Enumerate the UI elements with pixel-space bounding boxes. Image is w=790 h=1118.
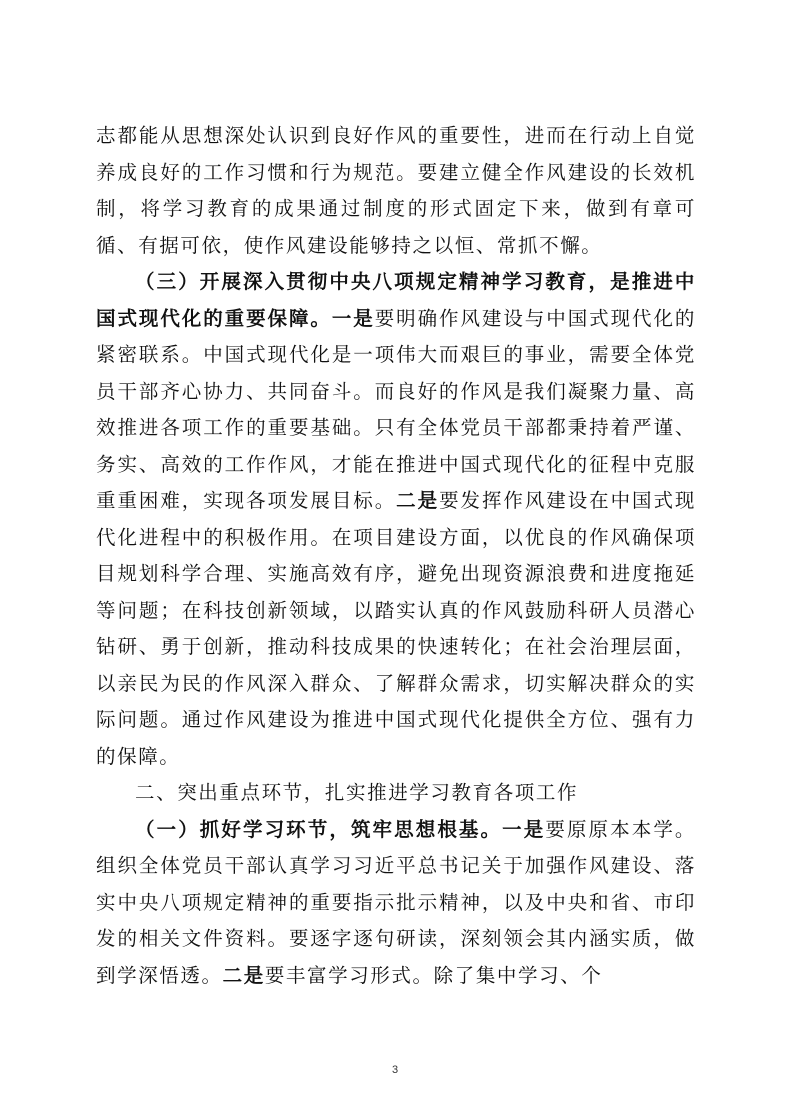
chapter-heading-two: [96, 775, 696, 812]
paragraph-text: 要丰富学习形式。除了集中学习、个: [264, 963, 603, 987]
paragraph-section-three: [96, 264, 696, 775]
paragraph-text: 要发挥作风建设在中国式现代化进程中的积极作用。在项目建设方面，以优良的作风确保项目规划科学合理、实施高效有序，避免出现资源浪费和进度拖延等问题；在科技创新领域，以踏实认真的作风鼓励科研人员潜心钻研、勇于创新，推动科技成果的快速转化；在社会治理层面，以亲民为民的作风深入群众、了解群众需求，切实解决群众的实际问题。通过作风建设为推进中国式现代化提供全方位、强有力的保障。: [96, 489, 697, 768]
paragraph-text: 志都能从思想深处认识到良好作风的重要性，进而在行动上自觉养成良好的工作习惯和行为规范。要建立健全作风建设的长效机制，将学习教育的成果通过制度的形式固定下来，做到有章可循、有据可依，使作风建设能够持之以恒、常抓不懈。: [96, 124, 696, 257]
paragraph-text: 要明确作风建设与中国式现代化的紧密联系。中国式现代化是一项伟大而艰巨的事业，需要全体党员干部齐心协力、共同奋斗。而良好的作风是我们凝聚力量、高效推进各项工作的重要基础。只有全体党员干部都秉持着严谨、务实、高效的工作作风，才能在推进中国式现代化的征程中克服重重困难，实现各项发展目标。: [96, 306, 696, 512]
paragraph-text: 要原原本本学。组织全体党员干部认真学习习近平总书记关于加强作风建设、落实中央八项规定精神的重要指示批示精神，以及中央和省、市印发的相关文件资料。要逐字逐句研读，深刻领会其内涵实质，做到学深悟透。: [96, 817, 697, 987]
paragraph-subsection-one: [96, 812, 696, 995]
paragraph-continuation: [96, 118, 696, 264]
point-marker-one: 一是: [331, 306, 375, 330]
subsection-heading-one: （一）抓好学习环节，筑牢思想根基。: [135, 817, 503, 841]
chapter-heading-text: 二、突出重点环节，扎实推进学习教育各项工作: [135, 781, 579, 804]
page-number: 3: [391, 1064, 399, 1076]
section-heading-three: （三）开展深入贯彻中央八项规定精神学习教育，是推进中国式现代化的重要保障。: [96, 270, 696, 330]
point-marker-two: 二是: [222, 963, 265, 987]
document-body: [96, 118, 696, 994]
point-marker-two: 二是: [396, 489, 440, 512]
point-marker-one: 一是: [502, 817, 546, 841]
